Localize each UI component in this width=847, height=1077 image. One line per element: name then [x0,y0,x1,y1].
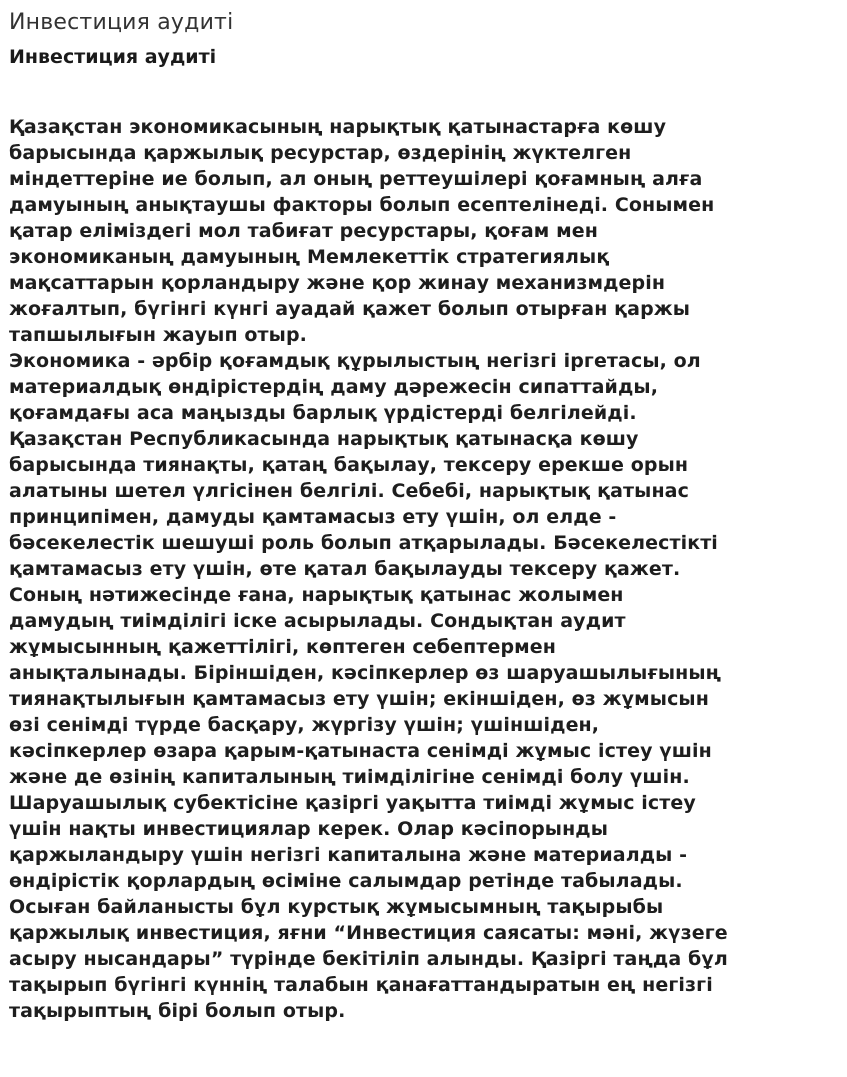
paragraph-intro: Қазақстан экономикасының нарықтық қатынастарға көшу барысында қаржылық ресурстар, өздерінің жүктелген міндеттеріне ие болып, ал оның реттеушілері қоғамның алға дамуының анықтаушы факторы болып есептелінеді. Сонымен қатар еліміздегі мол табиғат ресурстары, қоғам мен экономиканың дамуының Мемлекеттік стратегиялық мақсаттарын қорландыру және қор жинау механизмдерін жоғалтып, бүгінгі күнгі ауадай қажет болып отырған қаржы тапшылығын жауып отыр. [9,116,715,346]
paragraph-economy: Экономика - әрбір қоғамдық құрылыстың негізгі іргетасы, ол материалдық өндірістердің даму дәрежесін сипаттайды, қоғамдағы аса маңызды барлық үрдістерді белгілейді. Қазақстан Республикасында нарықтық қатынасқа көшу барысында тиянақты, қатаң бақылау, тексеру ерекше орын алатыны шетел үлгісінен белгілі. Себебі, нарықтық қатынас принципімен, дамуды қамтамасыз ету үшін, ол елде - бәсекелестік шешуші роль болып атқарылады. Бәсекелестікті қамтамасыз ету үшін, өте қатал бақылауды тексеру қажет. Соның нәтижесінде ғана, нарықтық қатынас жолымен дамудың тиімділігі іске асырылады. Сондықтан аудит жұмысынның қажеттілігі, көптеген себептермен анықталынады. Біріншіден, кәсіпкерлер өз шаруашылығының тиянақтылығын қамтамасыз ету үшін; екіншіден, өз жұмысын өзі сенімді түрде басқару, жүргізу үшін; үшіншіден, кәсіпкерлер өзара қарым-қатынаста сенімді жұмыс істеу үшін және де өзінің капиталының тиімділігіне сенімді болу үшін. Шаруашылық субектісіне қазіргі уақытта тиімді жұмыс істеу үшін нақты инвестициялар керек. Олар кәсіпорынды қаржыландыру үшін негізгі капиталына және материалды - өндірістік қорлардың өсіміне салымдар ретінде табылады. Осыған байланысты бұл курстық жұмысымның тақырыбы қаржылық инвестиция, яғни “Инвестиция саясаты: мәні, жүзеге асыру нысандары” түрінде бекітіліп алынды. Қазіргі таңда бұл тақырып бүгінгі күннің талабын қанағаттандыратын ең негізгі тақырыптың бірі болып отыр. [9,350,728,1022]
window-title: Инвестиция аудиті [9,10,234,35]
document-body [9,114,837,1024]
document-heading: Инвестиция аудиті [9,46,217,68]
